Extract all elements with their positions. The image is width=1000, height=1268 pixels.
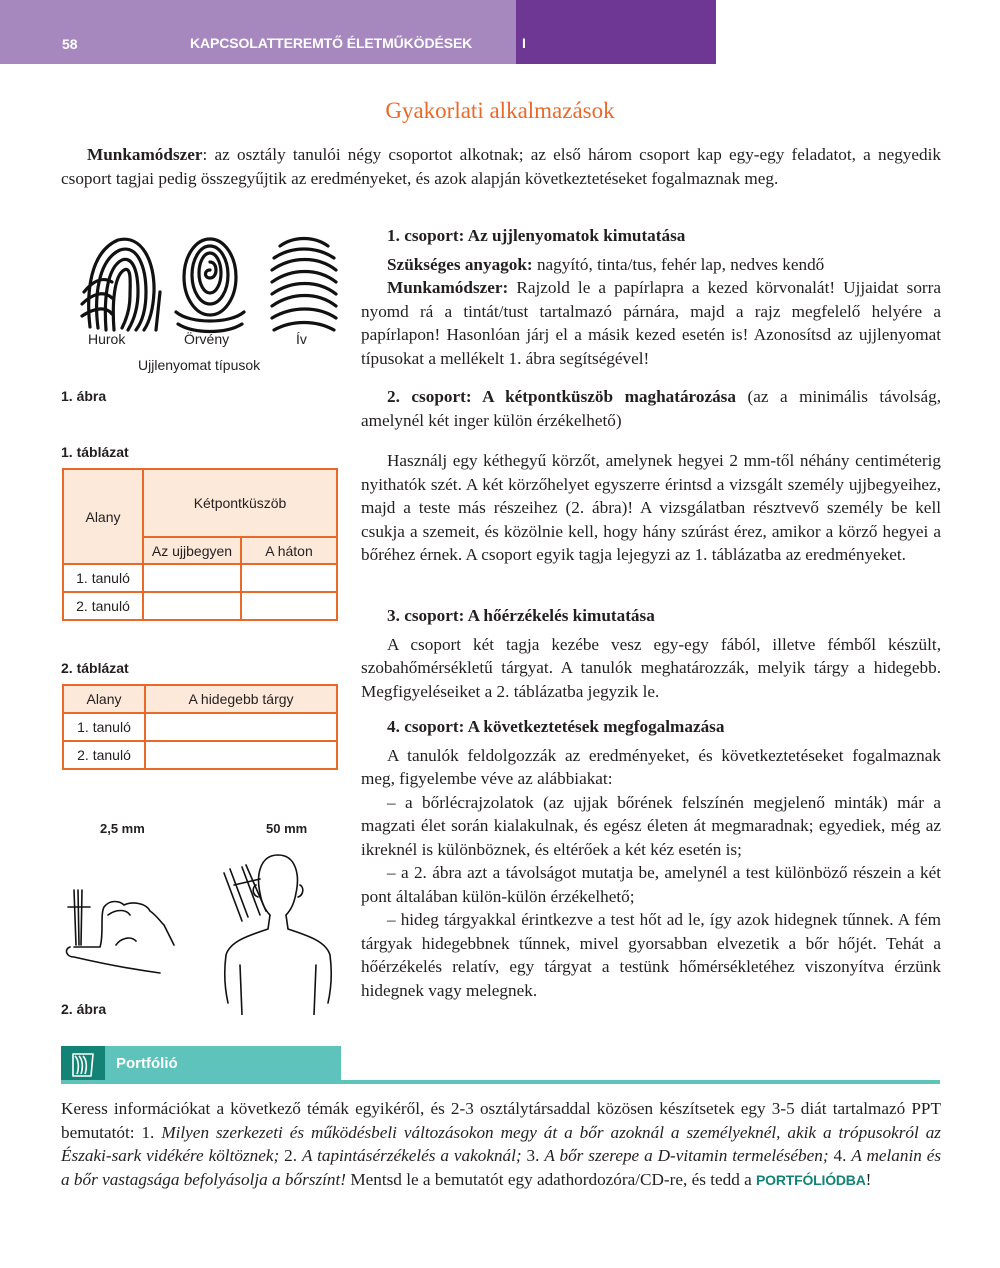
table-1-header-group: Kétpontküszöb [143,469,337,537]
fingerprint-loop-icon [82,239,160,330]
table-2-row-label: 2. tanuló [63,741,145,769]
table-2-cell[interactable] [145,713,337,741]
group-2-body [361,449,941,567]
intro-text: : az osztály tanulói négy csoportot alkotnak; az első három csoport kap egy-egy feladatot, a negyedik csoport tagjai pedig összegyűjtik az eredményeket, és azok alapján következtetéseket fogalmaznak meg. [61,145,941,188]
table-1-cell[interactable] [143,564,241,592]
portfolio-topic-1: Milyen szerkezeti és működésbeli változásokon megy át a bőr azoknál a személyeknél, akik a trópusokról az Északi-sark vidékére költöznek; [61,1122,941,1165]
group-2-section [361,385,941,432]
group-3-section [361,604,941,703]
fingerprint-whorl-icon [176,239,244,332]
section-title: Gyakorlati alkalmazások [385,98,615,123]
group-1-section [361,224,941,370]
table-row [63,592,337,620]
fingerprint-type-whorl: Örvény [184,331,230,347]
portfolio-title: Portfólió [116,1055,178,1072]
fingerprint-arch-icon [272,239,336,331]
portfolio-topic-2: A tapintásérzékelés a vakoknál; [301,1146,522,1165]
group-4-section [361,715,941,1002]
table-2-cell[interactable] [145,741,337,769]
portfolio-text: Keress információkat a következő témák egyikéről, és 2-3 osztálytársaddal közösen készítsetek egy 3-5 diát tartalmazó PPT bemutatót: 1. Milyen szerkezeti és működésbeli változásokon megy át a bőr azoknál a személyeknél, akik a trópusokról az Északi-sark vidékére költöznek; 2. A tapintásérzékelés a vakoknál; 3. A bőr szerepe a D-vitamin termelésében; 4. A melanin és a bőr vastagsága befolyásolja a bőrszínt! Mentsd le a bemutatót egy adathordozóra/CD-re, és tedd a PORTFÓLIÓDBA! [61,1099,942,1189]
table-2-header-colder: A hidegebb tárgy [145,685,337,713]
group-1-materials: Szükséges anyagok: nagyító, tinta/tus, fehér lap, nedves kendő [387,254,825,274]
two-point-illustration [60,845,350,1015]
portfolio-topic-4: A melanin és a bőr vastagsága befolyásolja a bőrszínt! [61,1146,942,1189]
group-4-text: A tanulók feldolgozzák az eredményeket, és következtetéseket fogalmaznak meg, figyelembe véve az alábbiakat: [361,745,941,788]
part-number: I [522,35,526,51]
table-1-cell[interactable] [241,592,337,620]
fingerprint-type-arch: Ív [296,331,307,347]
header-band-light [0,0,516,64]
portfolio-link: PORTFÓLIÓDBA [756,1171,866,1188]
table-2-header-subject: Alany [63,685,145,713]
table-2 [62,684,338,770]
figure-1-caption: Ujjlenyomat típusok [138,357,261,373]
group-4-point: – hideg tárgyakkal érintkezve a test hőt ad le, így azok hidegnek tűnnek. A fém tárgyak hidegebbnek tűnnek, mivel gyorsabban elvezetik a bőr hőjét. Tehát a hőérzékelés relatív, egy tárgyat a testünk hőmérsékletéhez viszonyítva érzünk hidegnek vagy melegnek. [361,910,941,1000]
group-4-point: – a 2. ábra azt a távolságot mutatja be, amelynél a test különböző részein a két pont általában külön-külön érzékelhető; [361,863,941,906]
table-1-row-label: 2. tanuló [63,592,143,620]
figure-2 [60,815,350,1015]
table-1 [62,468,338,621]
table-1-cell[interactable] [241,564,337,592]
book-icon [61,1046,105,1082]
table-1-label: 1. táblázat [61,444,129,460]
intro-label: Munkamódszer [87,145,203,164]
distance-back: 50 mm [266,821,308,836]
distance-fingertip: 2,5 mm [100,821,145,836]
table-2-row-label: 1. tanuló [63,713,145,741]
table-1-header-back: A háton [241,537,337,564]
page-header [0,0,716,64]
figure-2-label: 2. ábra [61,1001,107,1017]
portfolio-icon-box [61,1046,105,1082]
figure-1-label: 1. ábra [61,388,107,404]
page-number: 58 [62,36,78,52]
table-1-header-fingertip: Az ujjbegyen [143,537,241,564]
group-1-method: Munkamódszer: Rajzold le a papírlapra a kezed körvonalát! Ujjaidat sorra nyomd rá a tintát/tust tartalmazó párnára, majd a rajz megfelelő helyére a papírlapon! Hasonlóan járj el a másik kezed esetén is! Azonosítsd az ujjlenyomat típusokat a mellékelt 1. ábra segítségével! [361,278,941,368]
header-band-dark [516,0,716,64]
group-4-heading: 4. csoport: A következtetések megfogalmazása [387,717,725,736]
table-1-header-subject: Alany [63,469,143,564]
group-3-heading: 3. csoport: A hőérzékelés kimutatása [387,606,655,625]
table-row [63,741,337,769]
figure-1 [60,232,340,402]
portfolio-divider [61,1080,940,1084]
fingerprint-type-loop: Hurok [88,331,126,347]
table-2-label: 2. táblázat [61,660,129,676]
table-row [63,713,337,741]
hand-with-compass-icon [67,890,174,973]
table-1-row-label: 1. tanuló [63,564,143,592]
chapter-title: KAPCSOLATTEREMTŐ ÉLETMŰKÖDÉSEK [190,35,473,51]
table-1-cell[interactable] [143,592,241,620]
fingerprint-illustrations [60,232,340,342]
table-row [63,564,337,592]
group-4-point: – a bőrlécrajzolatok (az ujjak bőrének felszínén megjelenő minták) már a magzati élet során kialakulnak, és egész életen át megmaradnak; egyediek, még az ikreknél is különböznek, és eltérőek a két kéz esetén is; [361,792,941,859]
intro-paragraph [61,143,941,190]
group-2-heading: 2. csoport: A kétpontküszöb maghatározása (az a minimális távolság, amelynél két inger külön érzékelhető) [361,387,941,430]
group-2-text: Használj egy kéthegyű körzőt, amelynek hegyei 2 mm-től néhány centiméterig nyithatók szét. A két körzőhelyet egyszerre érintsd a vizsgált személy ujjbegyeihez, majd a teste más részeihez (2. ábra)! A vizsgálatban résztvevő személy be kell csukja a szemeit, és közölnie kell, hogy hány szúrást érez, amikor a körző hegyei a bőréhez érnek. A csoport egyik tagja lejegyzi az 1. táblázatba az eredményeket. [361,451,941,564]
group-1-heading: 1. csoport: Az ujjlenyomatok kimutatása [387,226,686,245]
group-3-text: A csoport két tagja kezébe vesz egy-egy fából, illetve fémből készült, szobahőmérsékletű tárgyat. A tanulók meghatározzák, melyik tárgy a hidegebb. Megfigyeléseiket a 2. táblázatba jegyzik le. [361,634,941,701]
portfolio-topic-3: A bőr szerepe a D-vitamin termelésében; [544,1146,829,1165]
person-back-with-compass-icon [224,855,331,1015]
